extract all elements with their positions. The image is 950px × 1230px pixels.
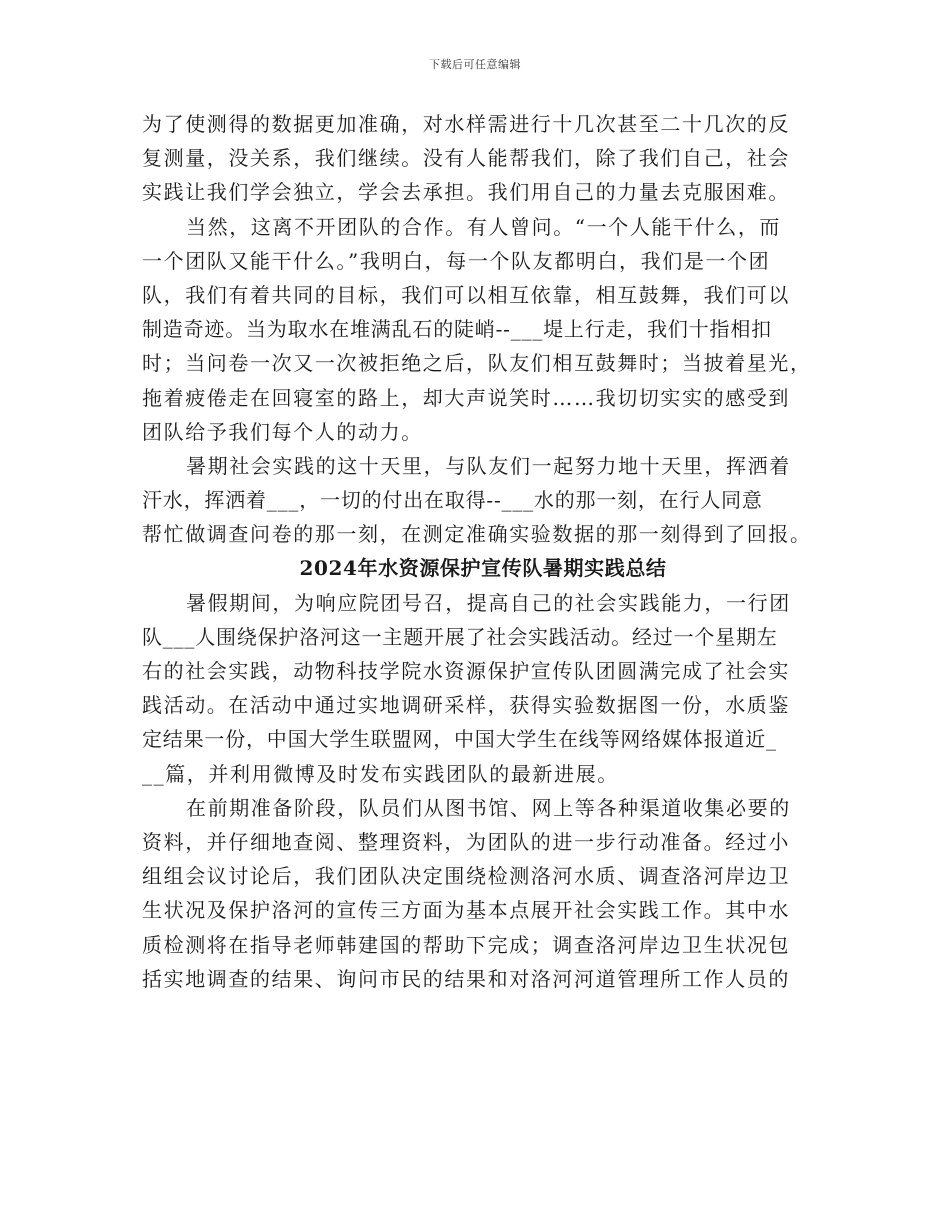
paragraph-line: 质检测将在指导老师韩建国的帮助下完成；调查洛河岸边卫生状况包 <box>142 932 790 957</box>
paragraph-line: 定结果一份，中国大学生联盟网，中国大学生在线等网络媒体报道近_ <box>142 727 777 752</box>
document-body <box>142 107 814 996</box>
paragraph-line: 复测量，没关系，我们继续。没有人能帮我们，除了我们自己，社会 <box>142 146 790 171</box>
paragraph-line: 拖着疲倦走在回寝室的路上，却大声说笑时……我切切实实的感受到 <box>142 385 790 410</box>
paragraph-line: 暑期社会实践的这十天里，与队友们一起努力地十天里，挥洒着 <box>186 453 791 478</box>
paragraph-line: 团队给予我们每个人的动力。 <box>142 419 423 444</box>
paragraph-line: 资料，并仔细地查阅、整理资料，为团队的进一步行动准备。经过小 <box>142 829 790 854</box>
paragraph-line: 制造奇迹。当为取水在堆满乱石的陡峭--___堤上行走，我们十指相扣 <box>142 317 772 342</box>
paragraph-line: 当然，这离不开团队的合作。有人曾问。“一个人能干什么，而 <box>186 214 782 239</box>
paragraph-line: 生状况及保护洛河的宣传三方面为基本点展开社会实践工作。其中水 <box>142 898 790 923</box>
paragraph-line: 括实地调查的结果、询问市民的结果和对洛河河道管理所工作人员的 <box>142 966 790 991</box>
paragraph-line: 为了使测得的数据更加准确，对水样需进行十几次甚至二十几次的反 <box>142 112 790 136</box>
paragraph-line: 时；当问卷一次又一次被拒绝之后，队友们相互鼓舞时；当披着星光， <box>142 351 812 376</box>
paragraph-line: 右的社会实践，动物科技学院水资源保护宣传队团圆满完成了社会实 <box>142 659 790 683</box>
paragraph-line: 一个团队又能干什么。”我明白，每一个队友都明白，我们是一个团 <box>142 248 771 273</box>
page-header-note: 下载后可任意编辑 <box>429 58 521 71</box>
paragraph-line: 队，我们有着共同的目标，我们可以相互依靠，相互鼓舞，我们可以 <box>142 282 790 307</box>
paragraph-line: 实践让我们学会独立，学会去承担。我们用自己的力量去克服困难。 <box>142 180 790 205</box>
paragraph-line: __篇，并利用微博及时发布实践团队的最新进展。 <box>142 761 619 786</box>
paragraph-line: 践活动。在活动中通过实地调研采样，获得实验数据图一份，水质鉴 <box>142 693 790 718</box>
paragraph-line: 汗水，挥洒着___，一切的付出在取得--___水的那一刻，在行人同意 <box>142 488 763 513</box>
paragraph-line: 暑假期间，为响应院团号召，提高自己的社会实践能力，一行团 <box>186 590 791 615</box>
section-title: 2024年水资源保护宣传队暑期实践总结 <box>299 556 667 581</box>
paragraph-line: 在前期准备阶段，队员们从图书馆、网上等各种渠道收集必要的 <box>186 795 791 820</box>
paragraph-line: 组组会议讨论后，我们团队决定围绕检测洛河水质、调查洛河岸边卫 <box>142 864 790 889</box>
paragraph-line: 队___人围绕保护洛河这一主题开展了社会实践活动。经过一个星期左 <box>142 624 778 649</box>
paragraph-line: 帮忙做调查问卷的那一刻，在测定准确实验数据的那一刻得到了回报。 <box>142 522 812 547</box>
